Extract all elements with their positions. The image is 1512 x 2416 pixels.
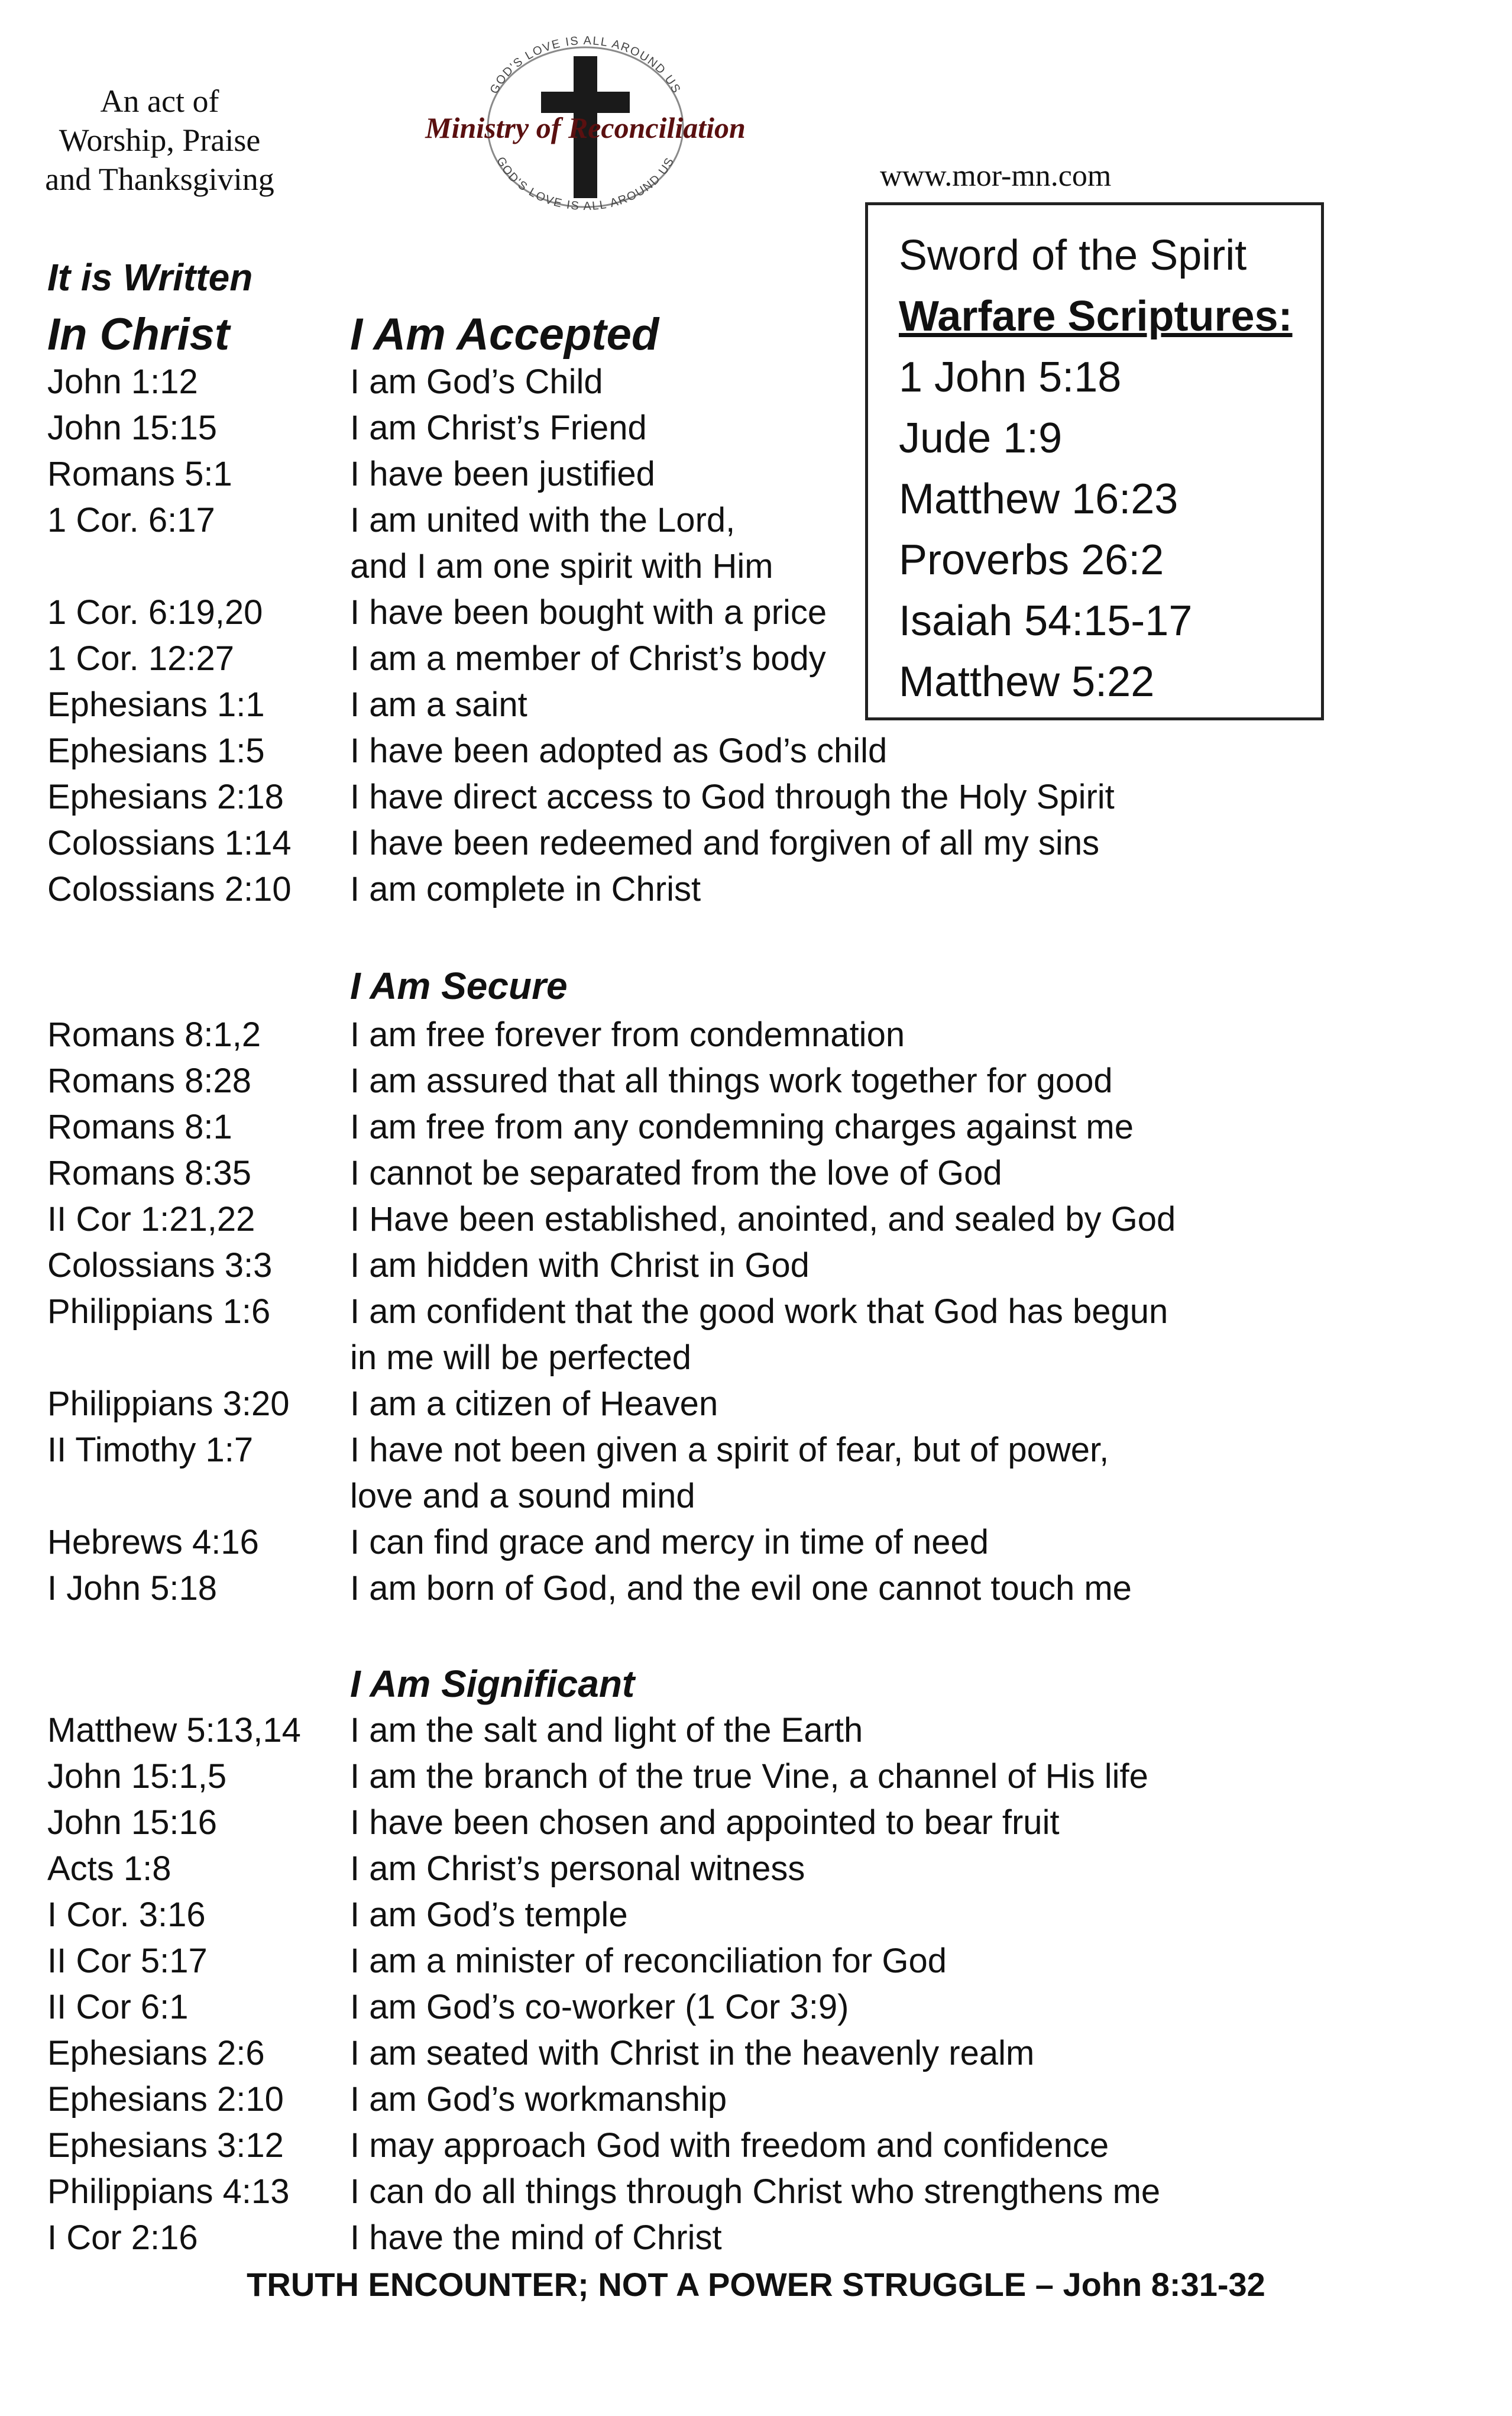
scripture-ref: Ephesians 2:10 [47,2080,284,2119]
identity-statement: I am assured that all things work together for good [350,1062,1113,1100]
identity-statement: I am born of God, and the evil one cannot touch me [350,1569,1132,1608]
scripture-ref: Romans 8:28 [47,1062,251,1100]
scripture-row [47,1803,1466,1849]
scripture-ref: Romans 8:35 [47,1154,251,1192]
scripture-ref: Matthew 5:13,14 [47,1711,301,1749]
scripture-ref: 1 Cor. 6:19,20 [47,593,263,632]
section-title-accepted: I Am Accepted [350,309,659,360]
scripture-ref: Ephesians 2:6 [47,2034,265,2072]
identity-statement: I am a citizen of Heaven [350,1385,718,1423]
scripture-ref: I Cor 2:16 [47,2218,198,2257]
scripture-ref: II Cor 5:17 [47,1942,208,1980]
scripture-row [47,1568,1466,1615]
website-url: www.mor-mn.com [880,159,1112,193]
scripture-row [47,1246,1466,1292]
scripture-row [47,2172,1466,2218]
section-significant [47,1710,1466,2264]
scripture-row [47,1061,1466,1107]
scripture-ref: Ephesians 1:1 [47,685,265,724]
tagline-line: and Thanksgiving [45,161,274,197]
scripture-ref: Acts 1:8 [47,1849,171,1888]
box-heading: Warfare Scriptures: [899,293,1293,340]
scripture-row [47,1199,1466,1246]
scripture-row [47,500,1466,546]
identity-statement: in me will be perfected [350,1338,692,1377]
scripture-ref: I Cor. 3:16 [47,1896,206,1934]
identity-statement: I can find grace and mercy in time of need [350,1523,989,1561]
tagline-line: Worship, Praise [59,122,261,158]
scripture-row [47,454,1466,500]
scripture-row [47,777,1466,823]
scripture-ref: Ephesians 1:5 [47,732,265,770]
scripture-row [47,639,1466,685]
identity-statement: I am a saint [350,685,527,724]
identity-statement: I am a member of Christ’s body [350,639,826,678]
scripture-row [47,1153,1466,1199]
box-ref: Jude 1:9 [899,415,1063,462]
box-ref: Isaiah 54:15-17 [899,597,1193,645]
identity-statement: I am Christ’s personal witness [350,1849,805,1888]
logo-ring-text-bottom: GOD'S LOVE IS ALL AROUND US [494,154,677,210]
identity-statement: I Have been established, anointed, and sealed by God [350,1200,1176,1238]
identity-statement: I am the salt and light of the Earth [350,1711,863,1749]
scripture-row [47,823,1466,869]
identity-statement: I am seated with Christ in the heavenly realm [350,2034,1035,2072]
identity-statement: I am God’s temple [350,1896,628,1934]
scripture-ref: John 1:12 [47,363,198,401]
scripture-ref: Ephesians 3:12 [47,2126,284,2165]
scripture-row [47,1384,1466,1430]
scripture-row [47,408,1466,454]
scripture-ref: Philippians 3:20 [47,1385,290,1423]
scripture-row [47,546,1466,593]
tagline-line: An act of [100,83,219,119]
scripture-ref: Romans 5:1 [47,455,232,493]
identity-statement: I have not been given a spirit of fear, but of power, [350,1431,1109,1469]
in-christ-heading: In Christ [47,309,230,360]
identity-statement: I am the branch of the true Vine, a channel of His life [350,1757,1148,1796]
identity-statement: I am a minister of reconciliation for God [350,1942,947,1980]
scripture-row [47,1710,1466,1757]
identity-statement: and I am one spirit with Him [350,547,773,586]
scripture-row [47,1849,1466,1895]
box-ref: Matthew 5:22 [899,658,1155,706]
scripture-row [47,2218,1466,2264]
identity-statement: I may approach God with freedom and confidence [350,2126,1109,2165]
identity-statement: I am God’s Child [350,363,603,401]
identity-statement: I am united with the Lord, [350,501,736,539]
section-title-significant: I Am Significant [350,1663,635,1705]
scripture-row [47,1292,1466,1338]
scripture-ref: Romans 8:1,2 [47,1015,261,1054]
scripture-ref: Colossians 1:14 [47,824,292,862]
scripture-ref: 1 Cor. 12:27 [47,639,234,678]
scripture-ref: Colossians 2:10 [47,870,292,908]
scripture-row [47,593,1466,639]
logo-name: Ministry of Reconciliation [425,111,746,144]
box-title: Sword of the Spirit [899,232,1247,279]
identity-statement: love and a sound mind [350,1477,695,1515]
it-is-written-heading: It is Written [47,256,253,299]
scripture-row [47,1476,1466,1522]
identity-statement: I am confident that the good work that God has begun [350,1292,1168,1331]
scripture-row [47,1107,1466,1153]
identity-statement: I have direct access to God through the Holy Spirit [350,778,1115,816]
identity-statement: I cannot be separated from the love of God [350,1154,1002,1192]
identity-statement: I have been bought with a price [350,593,827,632]
scripture-ref: Ephesians 2:18 [47,778,284,816]
identity-statement: I have been chosen and appointed to bear fruit [350,1803,1060,1842]
identity-statement: I am God’s co-worker (1 Cor 3:9) [350,1988,849,2026]
scripture-ref: 1 Cor. 6:17 [47,501,215,539]
identity-statement: I am free forever from condemnation [350,1015,905,1054]
footer-tagline: TRUTH ENCOUNTER; NOT A POWER STRUGGLE – John 8:31-32 [247,2266,1265,2303]
identity-statement: I have been adopted as God’s child [350,732,888,770]
scripture-ref: Romans 8:1 [47,1108,232,1146]
section-title-secure: I Am Secure [350,965,568,1007]
identity-statement: I am complete in Christ [350,870,701,908]
scripture-ref: Hebrews 4:16 [47,1523,259,1561]
identity-statement: I am Christ’s Friend [350,409,647,447]
scripture-ref: Philippians 1:6 [47,1292,271,1331]
identity-statement: I can do all things through Christ who strengthens me [350,2172,1161,2211]
tagline [35,82,284,199]
scripture-ref: John 15:1,5 [47,1757,227,1796]
identity-statement: I am free from any condemning charges against me [350,1108,1134,1146]
ministry-logo [373,33,798,210]
scripture-ref: John 15:16 [47,1803,218,1842]
scripture-ref: Philippians 4:13 [47,2172,290,2211]
identity-statement: I am hidden with Christ in God [350,1246,810,1285]
scripture-ref: Colossians 3:3 [47,1246,273,1285]
box-ref: Proverbs 26:2 [899,536,1164,584]
scripture-row [47,1522,1466,1568]
scripture-ref: I John 5:18 [47,1569,217,1608]
section-accepted [47,362,1466,916]
scripture-row [47,869,1466,916]
scripture-row [47,362,1466,408]
scripture-row [47,1987,1466,2033]
scripture-ref: II Timothy 1:7 [47,1431,254,1469]
scripture-row [47,1430,1466,1476]
identity-statement: I have been redeemed and forgiven of all my sins [350,824,1100,862]
section-secure [47,1015,1466,1615]
scripture-row [47,2126,1466,2172]
scripture-row [47,1338,1466,1384]
identity-statement: I have the mind of Christ [350,2218,722,2257]
identity-statement: I am God’s workmanship [350,2080,727,2119]
scripture-row [47,2033,1466,2079]
box-ref: 1 John 5:18 [899,354,1122,401]
box-ref: Matthew 16:23 [899,476,1178,523]
scripture-row [47,685,1466,731]
scripture-row [47,731,1466,777]
scripture-row [47,1941,1466,1987]
logo-ring-text-top: GOD'S LOVE IS ALL AROUND US [487,34,684,96]
scripture-row [47,1895,1466,1941]
scripture-row [47,1015,1466,1061]
scripture-row [47,2079,1466,2126]
scripture-row [47,1757,1466,1803]
identity-statement: I have been justified [350,455,655,493]
scripture-ref: II Cor 6:1 [47,1988,189,2026]
scripture-ref: John 15:15 [47,409,218,447]
scripture-ref: II Cor 1:21,22 [47,1200,255,1238]
